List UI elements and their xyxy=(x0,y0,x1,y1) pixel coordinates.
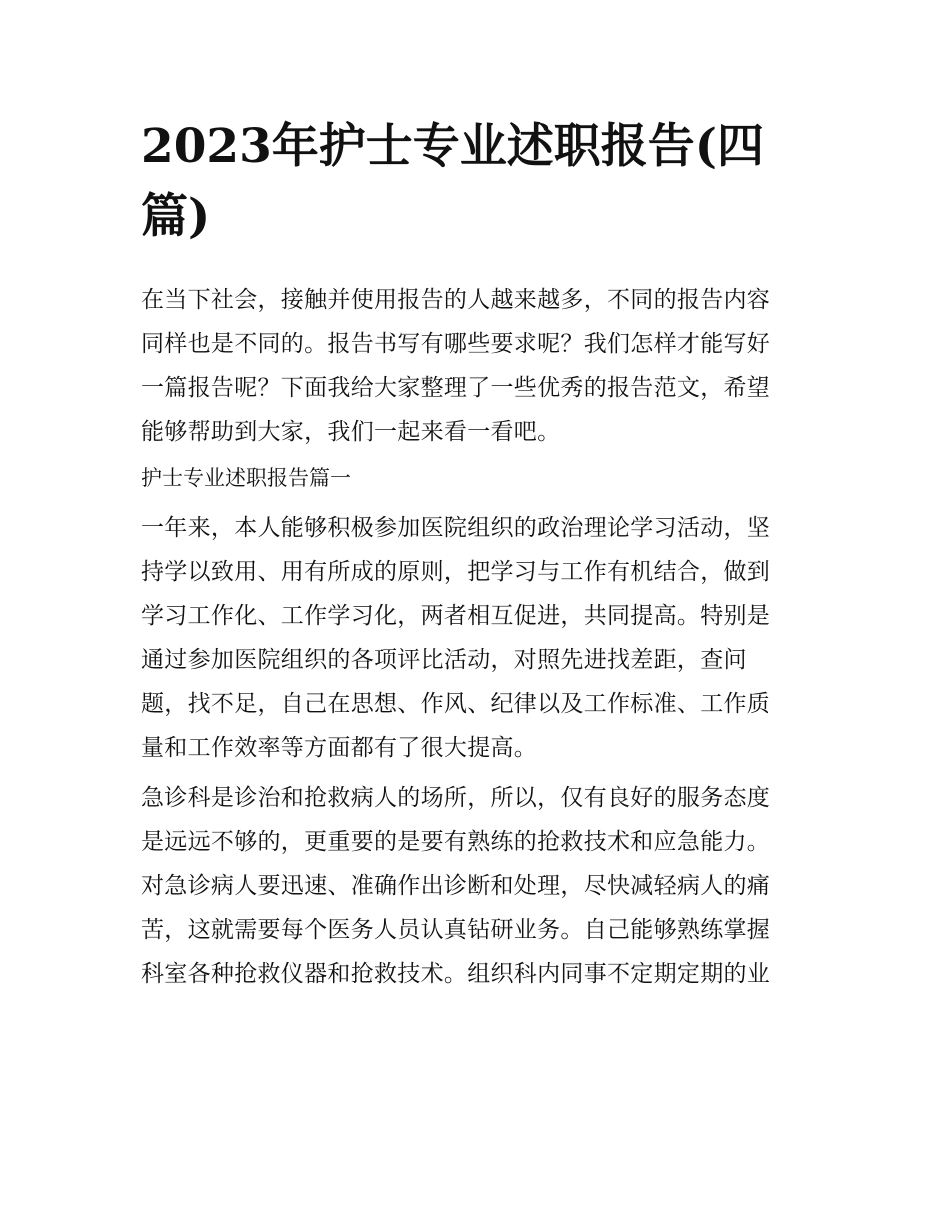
document-content xyxy=(141,112,813,1002)
section-heading: 护士专业述职报告篇一 xyxy=(141,466,351,490)
text-line: 在当下社会，接触并使用报告的人越来越多，不同的报告内容 xyxy=(141,287,771,313)
text-line: 一年来，本人能够积极参加医院组织的政治理论学习活动，坚 xyxy=(141,515,771,541)
text-line: 急诊科是诊治和抢救病人的场所，所以，仅有良好的服务态度 xyxy=(141,785,771,811)
intro-paragraph xyxy=(141,278,813,454)
text-line: 能够帮助到大家，我们一起来看一看吧。 xyxy=(141,419,561,445)
text-line: 同样也是不同的。报告书写有哪些要求呢？我们怎样才能写好 xyxy=(141,331,771,357)
text-line: 学习工作化、工作学习化，两者相互促进，共同提高。特别是 xyxy=(141,603,771,629)
title-line: 篇) xyxy=(141,189,211,244)
text-line: 是远远不够的，更重要的是要有熟练的抢救技术和应急能力。 xyxy=(141,829,771,855)
body-paragraph-1 xyxy=(141,506,813,770)
document-title xyxy=(141,112,813,252)
text-line: 持学以致用、用有所成的原则，把学习与工作有机结合，做到 xyxy=(141,559,771,585)
body-paragraph-2 xyxy=(141,776,813,996)
text-line: 苦，这就需要每个医务人员认真钻研业务。自己能够熟练掌握 xyxy=(141,917,771,943)
text-line: 科室各种抢救仪器和抢救技术。组织科内同事不定期定期的业 xyxy=(141,961,771,987)
text-line: 题，找不足，自己在思想、作风、纪律以及工作标准、工作质 xyxy=(141,691,771,717)
text-line: 一篇报告呢？下面我给大家整理了一些优秀的报告范文，希望 xyxy=(141,375,771,401)
text-line: 通过参加医院组织的各项评比活动，对照先进找差距，查问 xyxy=(141,647,747,673)
title-line: 2023年护士专业述职报告(四 xyxy=(141,119,765,174)
text-line: 对急诊病人要迅速、准确作出诊断和处理，尽快减轻病人的痛 xyxy=(141,873,771,899)
document-body xyxy=(141,278,813,996)
text-line: 量和工作效率等方面都有了很大提高。 xyxy=(141,735,538,761)
